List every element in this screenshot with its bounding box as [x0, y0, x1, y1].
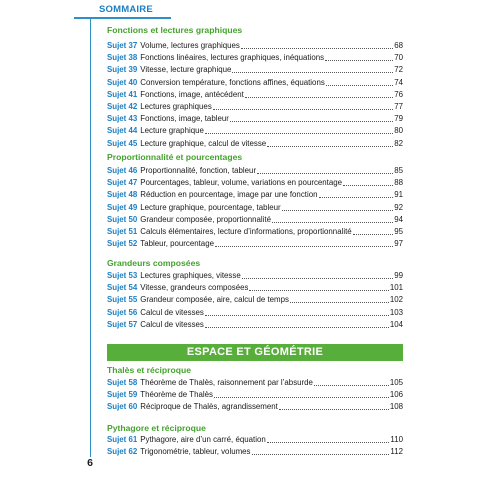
toc-entry-number: Sujet 41 [107, 89, 138, 99]
dot-leader [241, 48, 393, 49]
toc-entry-page: 82 [394, 138, 403, 148]
toc-entry-page: 77 [394, 102, 403, 111]
toc-entry-page: 85 [394, 166, 403, 175]
toc-entry-page: 99 [394, 271, 403, 280]
section-title-proportionnalite: Proportionnalité et pourcentages [107, 152, 243, 162]
dot-leader [353, 234, 394, 235]
toc-entry-number: Sujet 49 [107, 202, 138, 212]
toc-entry-page: 88 [394, 178, 403, 188]
toc-entry-number: Sujet 60 [107, 402, 138, 412]
toc-entry-number: Sujet 53 [107, 271, 138, 280]
dot-leader [205, 315, 389, 316]
toc-entry-page: 79 [394, 114, 403, 124]
toc-entry-label: Grandeur composée, proportionnalité [140, 214, 271, 224]
toc-entry-label: Lecture graphique, calcul de vitesse [140, 138, 267, 148]
toc-entry [107, 282, 403, 293]
toc-entry [107, 238, 403, 249]
toc-entry-page: 97 [394, 239, 403, 249]
toc-entry-page: 105 [389, 378, 403, 387]
toc-entry-label: Lecture graphique [140, 126, 204, 136]
toc-entry [107, 202, 403, 213]
toc-entry [107, 138, 403, 149]
toc-entry-page: 102 [389, 295, 403, 305]
toc-entry-label: Réduction en pourcentage, image par une fonction [140, 190, 318, 200]
dot-leader [290, 302, 389, 303]
toc-entry-page: 104 [389, 319, 403, 329]
dot-leader [242, 278, 394, 279]
toc-entry [107, 177, 403, 188]
dot-leader [249, 290, 388, 291]
toc-entry-number: Sujet 43 [107, 114, 138, 124]
page-number: 6 [83, 457, 97, 469]
toc-entry-page: 74 [394, 77, 403, 87]
toc-entry [107, 270, 403, 281]
toc-entry-page: 106 [389, 390, 403, 400]
toc-entry-label: Réciproque de Thalès, agrandissement [140, 402, 278, 412]
toc-entry-page: 103 [389, 307, 403, 317]
toc-entry-page: 92 [394, 202, 403, 212]
dot-leader [205, 133, 393, 134]
toc-entry-label: Fonctions linéaires, lectures graphiques, inéquations [140, 53, 325, 63]
toc-entry [107, 294, 403, 305]
toc-entry-number: Sujet 62 [107, 447, 138, 457]
toc-entry-number: Sujet 56 [107, 307, 138, 317]
toc-entry-label: Pythagore, aire d’un carré, équation [140, 435, 266, 444]
toc-entry-number: Sujet 59 [107, 390, 138, 400]
toc-entry-label: Proportionnalité, fonction, tableur [140, 166, 257, 175]
dot-leader [267, 146, 393, 147]
toc-entry-label: Lecture graphique, pourcentage, tableur [140, 202, 281, 212]
toc-entry [107, 434, 403, 445]
dot-leader [232, 72, 393, 73]
toc-entry-page: 108 [389, 402, 403, 412]
toc-entry-number: Sujet 45 [107, 138, 138, 148]
toc-entry-page: 80 [394, 126, 403, 136]
toc-entry-number: Sujet 58 [107, 378, 138, 387]
toc-entry-number: Sujet 54 [107, 283, 138, 293]
toc-entry-page: 110 [390, 435, 403, 444]
toc-entry-label: Fonctions, image, antécédent [140, 89, 244, 99]
dot-leader [326, 85, 393, 86]
toc-entry-label: Théorème de Thalès [140, 390, 213, 400]
toc-entry [107, 307, 403, 318]
section-title-pythagore: Pythagore et réciproque [107, 423, 206, 433]
toc-entry [107, 446, 403, 457]
toc-entry-label: Calcul de vitesses [140, 307, 204, 317]
toc-entry-number: Sujet 47 [107, 178, 138, 188]
dot-leader [319, 197, 394, 198]
toc-entry-page: 95 [394, 227, 403, 236]
toc-entry-number: Sujet 44 [107, 126, 138, 136]
dot-leader [257, 173, 393, 174]
toc-entry [107, 89, 403, 100]
toc-entry [107, 64, 403, 75]
toc-entry-number: Sujet 38 [107, 53, 138, 63]
toc-entry-page: 112 [390, 447, 403, 457]
toc-entry-number: Sujet 46 [107, 166, 138, 175]
toc-entry [107, 189, 403, 200]
toc-entry-number: Sujet 55 [107, 295, 138, 305]
dot-leader [267, 442, 390, 443]
dot-leader [205, 327, 389, 328]
header-title: SOMMAIRE [99, 4, 153, 15]
dot-leader [245, 97, 393, 98]
side-rule [90, 19, 91, 461]
dot-leader [215, 246, 393, 247]
toc-entry-page: 72 [394, 65, 403, 75]
dot-leader [314, 385, 389, 386]
toc-entry [107, 125, 403, 136]
toc-entry [107, 77, 403, 88]
toc-entry-label: Grandeur composée, aire, calcul de temps [140, 295, 289, 305]
toc-entry-label: Pourcentages, tableur, volume, variations en pourcentage [140, 178, 343, 188]
toc-entry-number: Sujet 37 [107, 41, 138, 50]
toc-entry-label: Vitesse, lecture graphique [140, 65, 232, 75]
toc-entry-label: Volume, lectures graphiques [140, 41, 240, 50]
section-title-grandeurs: Grandeurs composées [107, 258, 201, 268]
toc-entry-label: Trigonométrie, tableur, volumes [140, 447, 251, 457]
dot-leader [230, 121, 393, 122]
toc-entry-number: Sujet 40 [107, 77, 138, 87]
toc-entry [107, 319, 403, 330]
toc-entry-page: 76 [394, 89, 403, 99]
dot-leader [282, 210, 394, 211]
toc-entry-number: Sujet 57 [107, 319, 138, 329]
toc-entry-label: Lectures graphiques, vitesse [140, 271, 241, 280]
toc-entry-label: Calcul de vitesses [140, 319, 204, 329]
toc-entry-number: Sujet 42 [107, 102, 138, 111]
header [74, 0, 171, 19]
toc-entry-number: Sujet 39 [107, 65, 138, 75]
dot-leader [343, 185, 393, 186]
toc-entry [107, 377, 403, 388]
toc-entry [107, 165, 403, 176]
toc-entry-page: 68 [394, 41, 403, 50]
toc-entry-label: Fonctions, image, tableur [140, 114, 229, 124]
toc-entry [107, 389, 403, 400]
toc-entry [107, 101, 403, 112]
dot-leader [272, 222, 393, 223]
toc-entry [107, 52, 403, 63]
toc-entry-number: Sujet 52 [107, 239, 138, 249]
dot-leader [325, 60, 393, 61]
section-title-fonctions: Fonctions et lectures graphiques [107, 25, 243, 35]
toc-entry-label: Théorème de Thalès, raisonnement par l’absurde [140, 378, 313, 387]
section-title-thales: Thalès et réciproque [107, 365, 192, 375]
toc-entry [107, 40, 403, 51]
toc-entry [107, 113, 403, 124]
toc-entry [107, 214, 403, 225]
toc-entry-page: 94 [394, 214, 403, 224]
dot-leader [214, 397, 389, 398]
toc-entry-label: Vitesse, grandeurs composées [140, 283, 249, 293]
toc-entry-number: Sujet 51 [107, 227, 138, 236]
toc-entry-label: Lectures graphiques [140, 102, 212, 111]
toc-entry-number: Sujet 50 [107, 214, 138, 224]
toc-entry [107, 226, 403, 237]
dot-leader [252, 454, 390, 455]
toc-entry-label: Calculs élémentaires, lecture d’informations, proportionnalité [140, 227, 352, 236]
dot-leader [279, 409, 389, 410]
toc-entry-label: Conversion température, fonctions affines, équations [140, 77, 325, 87]
toc-entry-label: Tableur, pourcentage [140, 239, 214, 249]
toc-entry-page: 70 [394, 53, 403, 63]
toc-entry-page: 101 [389, 283, 403, 293]
dot-leader [213, 109, 393, 110]
toc-entry-page: 91 [394, 190, 403, 200]
toc-entry [107, 401, 403, 412]
toc-entry-number: Sujet 48 [107, 190, 138, 200]
part-banner: ESPACE ET GÉOMÉTRIE [107, 344, 403, 361]
toc-entry-number: Sujet 61 [107, 435, 138, 444]
